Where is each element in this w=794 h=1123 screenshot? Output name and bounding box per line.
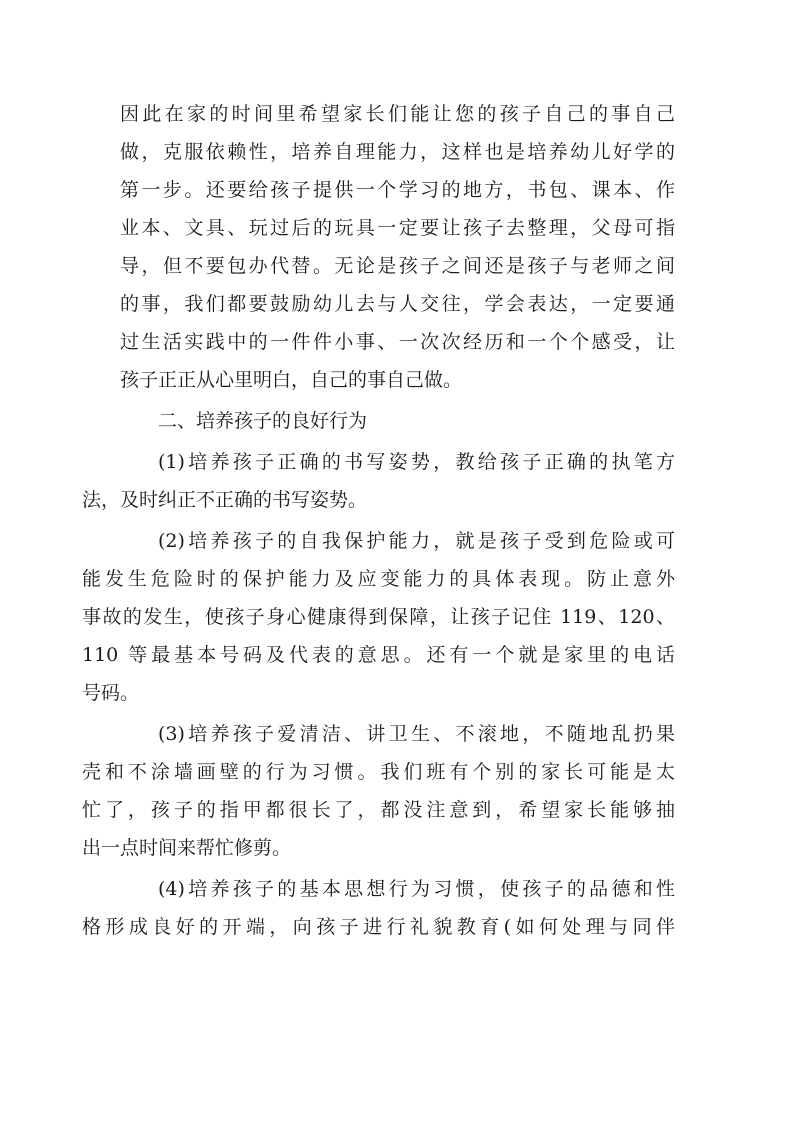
text-line: (2)培养孩子的自我保护能力，就是孩子受到危险或可	[158, 530, 675, 552]
text-line: 格形成良好的开端，向孩子进行礼貌教育(如何处理与同伴	[82, 916, 675, 938]
paragraph-self-reliance	[120, 95, 675, 399]
text-line: 第一步。还要给孩子提供一个学习的地方，书包、课本、作	[120, 179, 675, 201]
paragraph-item-3-hygiene	[82, 715, 675, 867]
text-line: (4)培养孩子的基本思想行为习惯，使孩子的品德和性	[158, 878, 675, 900]
text-line: 导，但不要包办代替。无论是孩子之间还是孩子与老师之间	[120, 255, 675, 277]
text-line: 壳和不涂墙画壁的行为习惯。我们班有个别的家长可能是太	[82, 761, 675, 783]
text-line: 事故的发生，使孩子身心健康得到保障，让孩子记住 119、120、	[82, 606, 675, 628]
text-line: 法，及时纠正不正确的书写姿势。	[82, 489, 368, 511]
text-line: 过生活实践中的一件件小事、一次次经历和一个个感受，让	[120, 331, 675, 353]
text-line: 号码。	[82, 682, 140, 704]
paragraph-item-2-self-protection	[82, 522, 675, 712]
text-line: 的事，我们都要鼓励幼儿去与人交往，学会表达，一定要通	[120, 293, 675, 315]
text-line: 能发生危险时的保护能力及应变能力的具体表现。防止意外	[82, 568, 675, 590]
paragraph-item-4-moral-habits	[82, 870, 675, 946]
document-page	[82, 95, 675, 949]
text-line: (3)培养孩子爱清洁、讲卫生、不滚地，不随地乱扔果	[158, 723, 675, 745]
text-line: 出一点时间来帮忙修剪。	[82, 837, 292, 859]
paragraph-item-1-writing-posture	[82, 443, 675, 519]
text-line: 110 等最基本号码及代表的意思。还有一个就是家里的电话	[82, 644, 675, 666]
heading-text: 二、培养孩子的良好行为	[158, 410, 368, 432]
text-line: 做，克服依赖性，培养自理能力，这样也是培养幼儿好学的	[120, 141, 675, 163]
section-heading-good-behavior	[120, 402, 675, 440]
text-line: 忙了，孩子的指甲都很长了，都没注意到，希望家长能够抽	[82, 799, 675, 821]
text-line: (1)培养孩子正确的书写姿势，教给孩子正确的执笔方	[158, 451, 675, 473]
text-line: 孩子正正从心里明白，自己的事自己做。	[120, 369, 463, 391]
text-line: 业本、文具、玩过后的玩具一定要让孩子去整理，父母可指	[120, 217, 675, 239]
text-line: 因此在家的时间里希望家长们能让您的孩子自己的事自己	[120, 103, 675, 125]
